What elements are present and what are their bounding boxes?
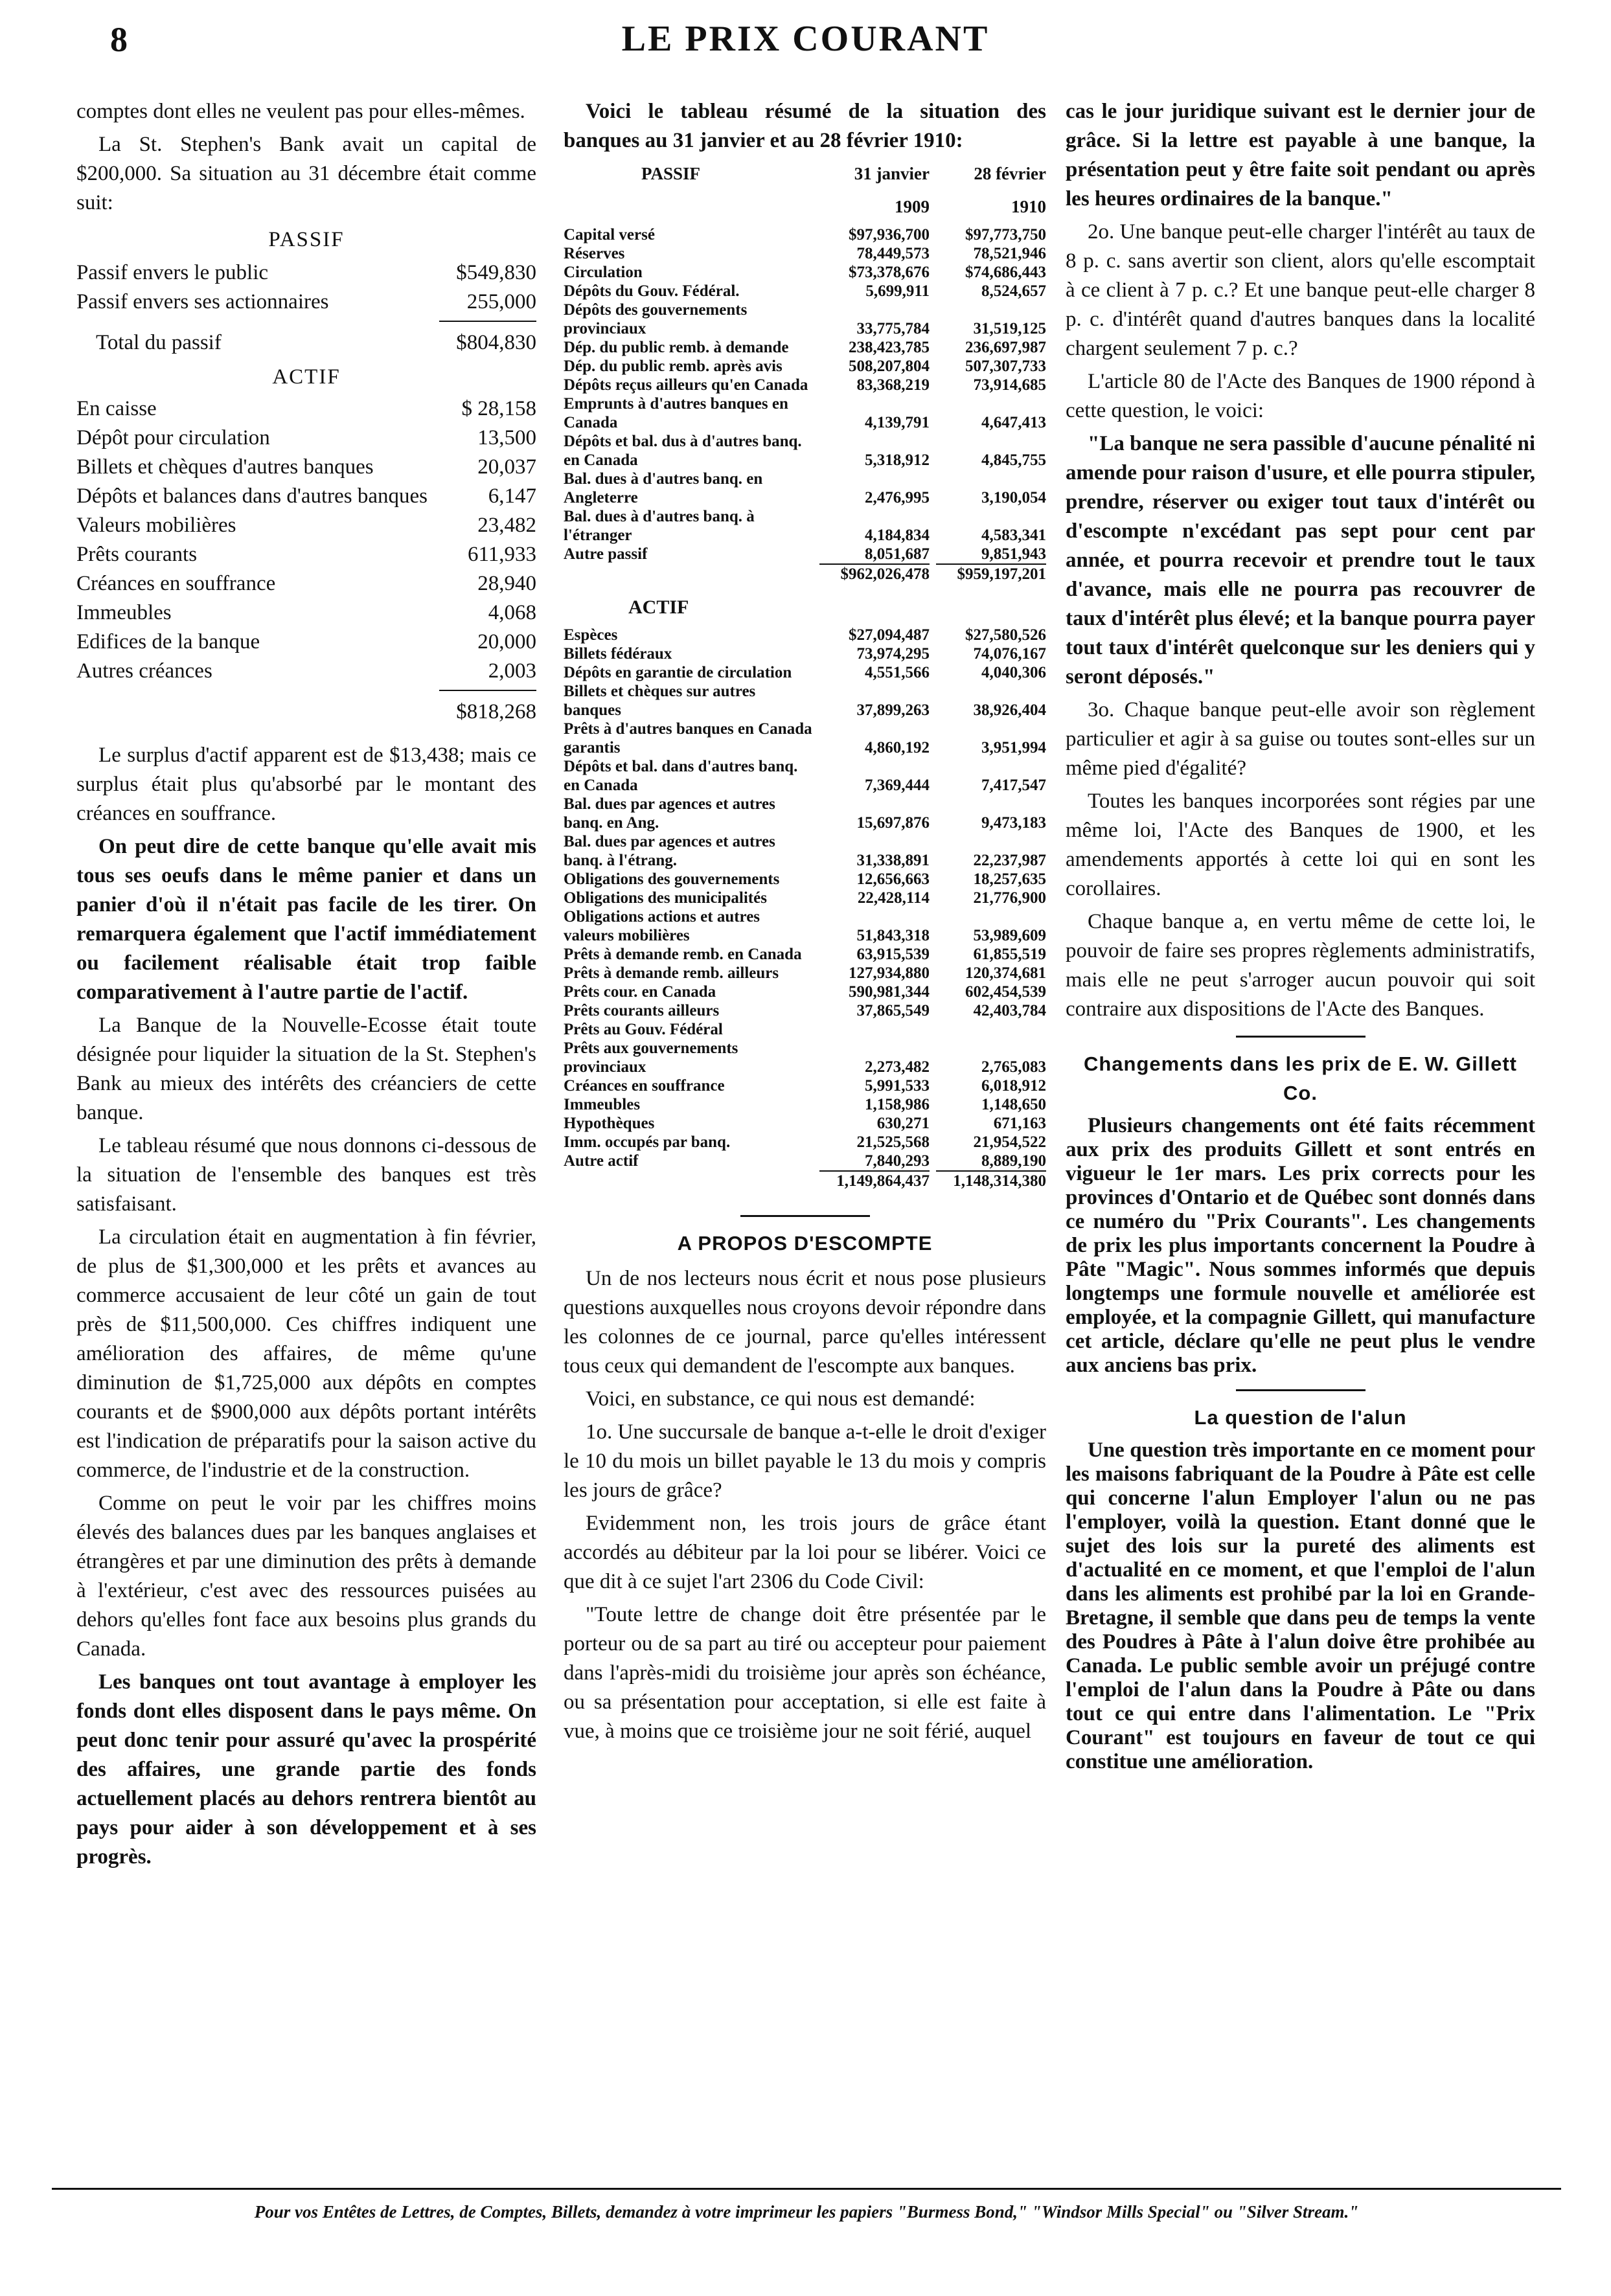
table-total-row: 1,149,864,437 1,148,314,380 [836,1172,1046,1190]
table-row: Circulation $73,378,676 $74,686,443 [564,264,1046,281]
table-row: Capital versé $97,936,700 $97,773,750 [564,226,1046,244]
section-title-alun: La question de l'alun [1194,1406,1407,1429]
fin-row: Dépôt pour circulation 13,500 [76,426,536,449]
rule [439,690,536,691]
paragraph: Le tableau résumé que nous donnons ci-dessous de la situation de l'ensemble des banques est très satisfaisant. [76,1134,536,1216]
paragraph: Comme on peut le voir par les chiffres moins élevés des balances dues par les banques anglaises et étrangères et par une diminution des prêts à demande à l'extérieur, c'est avec des ressources puisées au dehors qu'elles font face aux besoins plus grands du Canada. [76,1492,536,1661]
paragraph: Chaque banque a, en vertu même de cette loi, le pouvoir de faire ses propres règlements administratifs, mais elle ne peut s'arroger aucun pouvoir qui soit contraire aux dispositions de l'Acte des Banques. [1066,910,1535,1021]
table-total-row: $962,026,478 $959,197,201 [840,565,1046,583]
paragraph: Toutes les banques incorporées sont régies par une même loi, l'Acte des Banques de 1900, et les amendements apportés à cette loi qui en sont les corollaires. [1066,790,1535,900]
separator [1236,1389,1365,1391]
table-row: Autre actif 7,840,293 8,889,190 [564,1152,1046,1170]
fin-row: Prêts courants 611,933 [76,543,536,566]
table-row: Autre passif 8,051,687 9,851,943 [564,545,1046,563]
table-row: Hypothèques 630,271 671,163 [564,1115,1046,1132]
section-title-gillett: Changements dans les prix de E. W. Gillett Co. [1083,1052,1518,1104]
table-row: Prêts courants ailleurs 37,865,549 42,403,784 [564,1002,1046,1019]
table-row: Prêts au Gouv. Fédéral [564,1021,723,1038]
separator [740,1215,870,1217]
paragraph: 1o. Une succursale de banque a-t-elle le droit d'exiger le 10 du mois un billet payable le 13 du mois y compris les jours de grâce? [564,1420,1046,1502]
footer-notice: Pour vos Entêtes de Lettres, de Comptes, Billets, demandez à votre imprimeur les papiers "Burmess Bond," "Windsor Mills Special" ou "Silver Stream." [254,2202,1359,2222]
table-row: Dépôts reçus ailleurs qu'en Canada 83,368,219 73,914,685 [564,376,1046,394]
table-row: Prêts aux gouvernements provinciaux 2,273,482 2,765,083 [564,1040,1046,1076]
table-row: Billets fédéraux 73,974,295 74,076,167 [564,645,1046,663]
paragraph: Voici le tableau résumé de la situation des banques au 31 janvier et au 28 février 1910: [564,100,1046,152]
page-header [0,0,1611,78]
table-row: Dépôts des gouvernements provinciaux 33,775,784 31,519,125 [564,301,1046,337]
paragraph: Le surplus d'actif apparent est de $13,438; mais ce surplus était plus qu'absorbé par le montant des créances en souffrance. [76,744,536,825]
table-row: Emprunts à d'autres banques en Canada 4,139,791 4,647,413 [564,395,1046,431]
table-row: Immeubles 1,158,986 1,148,650 [564,1096,1046,1113]
paragraph: 2o. Une banque peut-elle charger l'intérêt au taux de 8 p. c. sans avertir son client, alors qu'elle escomptait à ce client à 7 p. c.? Et une banque peut-elle charger 8 p. c. d'intérêt quand d'autres banques dans la localité chargent seulement 7 p. c.? [1066,220,1535,360]
table-row: Obligations actions et autres valeurs mobilières 51,843,318 53,989,609 [564,908,1046,944]
table-row: Prêts à d'autres banques en Canada garantis 4,860,192 3,951,994 [564,720,1046,756]
table-row: Réserves 78,449,573 78,521,946 [564,245,1046,262]
table-header-years: 1909 1910 [895,197,1046,216]
table-row: Imm. occupés par banq. 21,525,568 21,954,522 [564,1133,1046,1151]
paragraph: Les banques ont tout avantage à employer les fonds dont elles disposent dans le pays même. On peut donc tenir pour assuré qu'avec la prospérité des affaires, une grande partie des fonds actuellement placés au dehors rentrera bientôt au pays pour aider à son développement et à ses progrès. [76,1670,536,1869]
table-row: Bal. dues par agences et autres banq. en Ang. 15,697,876 9,473,183 [564,795,1046,832]
paragraph: 3o. Chaque banque peut-elle avoir son règlement particulier et agir à sa guise ou toutes sont-elles sur un même pied d'égalité? [1066,698,1535,780]
passif-heading: PASSIF [268,228,345,251]
fin-row: Autres créances 2,003 [76,659,536,683]
page-number: 8 [110,20,128,59]
table-row: Créances en souffrance 5,991,533 6,018,912 [564,1077,1046,1095]
paragraph: Un de nos lecteurs nous écrit et nous pose plusieurs questions auxquelles nous croyons devoir répondre dans les colonnes de ce journal, parce qu'elles intéressent tous ceux qui demandent de l'escompte aux banques. [564,1267,1046,1378]
paragraph: cas le jour juridique suivant est le dernier jour de grâce. Si la lettre est payable à une banque, la présentation peut y être faite soit pendant ou après les heures ordinaires de la banque." [1066,100,1535,210]
fin-total-row: $818,268 [456,700,536,723]
table-row: Prêts à demande remb. ailleurs 127,934,880 120,374,681 [564,964,1046,982]
paragraph: comptes dont elles ne veulent pas pour elles-mêmes. [76,100,525,123]
table-row: Dép. du public remb. après avis 508,207,804 507,307,733 [564,358,1046,375]
fin-total-row: Total du passif $804,830 [96,331,536,354]
paragraph: Plusieurs changements ont été faits récemment aux prix des produits Gillett et sont entrés en vigueur le 1er mars. Les prix corrects pour les provinces d'Ontario et de Québec sont donnés dans ce numéro du "Prix Courants". Les changements de prix les plus importants concernent la Poudre à Pâte "Magic". Nous sommes informés que depuis longtemps une formule nouvelle et améliorée est employée, et la compagnie Gillett, qui manufacture cet article, déclare qu'elle ne peut plus le vendre aux anciens bas prix. [1066,1114,1535,1377]
paragraph: La St. Stephen's Bank avait un capital de $200,000. Sa situation au 31 décembre était comme suit: [76,133,536,214]
paragraph: On peut dire de cette banque qu'elle avait mis tous ses oeufs dans le même panier et dans un panier d'où il n'était pas facile de les tirer. On remarquera également que l'actif immédiatement ou facilement réalisable était trop faible comparativement à l'autre partie de l'actif. [76,835,536,1004]
column-2 [564,97,1046,1750]
table-header: PASSIF 31 janvier 28 février [641,164,1046,183]
table-row: Prêts cour. en Canada 590,981,344 602,454,539 [564,983,1046,1001]
paragraph: La circulation était en augmentation à fin février, de plus de $1,300,000 et les prêts et avances au commerce accusaient de leur côté un gain de tout près de $11,500,000. Ces chiffres indiquent une amélioration des affaires, de même qu'une diminution de $1,725,000 aux dépôts en comptes courants et de $900,000 aux dépôts portant intérêts est l'indication de préparatifs pour la saison active du commerce, de l'industrie et de la construction. [76,1225,536,1482]
footer-rule [52,2188,1561,2190]
column-3 [1066,97,1535,1778]
fin-row: Immeubles 4,068 [76,601,536,624]
paragraph: Une question très importante en ce moment pour les maisons fabriquant de la Poudre à Pâte est celle qui concerne l'alun Employer l'alun ou ne pas l'employer, voilà la question. Etant donné que le sujet des lois sur la pureté des aliments est d'actualité en ce moment, et que l'emploi de l'alun dans les aliments est prohibé par la loi en Grande-Bretagne, il semble que dans peu de temps la vente des Poudres à Pâte à l'alun doive être prohibée au Canada. Le public semble avoir un préjugé contre l'emploi de l'alun dans la Poudre à Pâte ou dans tout ce qui entre dans l'alimentation. Le "Prix Courant" est toujours en faveur de tout ce qui constitue une amélioration. [1066,1438,1535,1773]
fin-row: Créances en souffrance 28,940 [76,572,536,595]
paragraph: Evidemment non, les trois jours de grâce étant accordés au débiteur par la loi pour se libérer. Voici ce que dit à ce sujet l'art 2306 du Code Civil: [564,1512,1046,1593]
actif-table [564,626,1046,1170]
table-row: Bal. dues par agences et autres banq. à l'étrang. 31,338,891 22,237,987 [564,833,1046,869]
table-row: Bal. dues à d'autres banq. à l'étranger 4,184,834 4,583,341 [564,508,1046,544]
actif-heading: ACTIF [272,365,341,389]
fin-row: Passif envers le public $549,830 [76,261,536,284]
table-row: Billets et chèques sur autres banques 37,899,263 38,926,404 [564,683,1046,719]
paragraph: L'article 80 de l'Acte des Banques de 1900 répond à cette question, le voici: [1066,370,1535,422]
table-row: Obligations des municipalités 22,428,114 21,776,900 [564,889,1046,907]
passif-table [564,225,1046,563]
table-row: Dépôts en garantie de circulation 4,551,566 4,040,306 [564,664,1046,681]
section-title-escompte: A PROPOS D'ESCOMPTE [677,1232,933,1255]
table-row: Dépôts et bal. dans d'autres banq. en Canada 7,369,444 7,417,547 [564,758,1046,794]
paragraph: La Banque de la Nouvelle-Ecosse était toute désignée pour liquider la situation de la St. Stephen's Bank au mieux des intérêts des créanciers de cette banque. [76,1014,536,1124]
fin-row: Passif envers ses actionnaires 255,000 [76,290,536,313]
table-row: Dépôts et bal. dus à d'autres banq. en Canada 5,318,912 4,845,755 [564,433,1046,469]
fin-row: Billets et chèques d'autres banques 20,037 [76,455,536,479]
separator [1236,1036,1365,1038]
table-row: Espèces $27,094,487 $27,580,526 [564,626,1046,644]
paragraph: "Toute lettre de change doit être présentée par le porteur ou de sa part au tiré ou accepteur pour paiement dans l'après-midi du troisième jour après son échéance, ou sa présentation pour acceptation, si elle est faite à vue, à moins que ce troisième jour ne soit férié, auquel [564,1603,1046,1743]
table-row: Prêts à demande remb. en Canada 63,915,539 61,855,519 [564,946,1046,963]
paragraph: "La banque ne sera passible d'aucune pénalité ni amende pour raison d'usure, et elle pourra stipuler, prendre, réserver ou exiger tout taux d'intérêt ou d'escompte n'excédant pas sept pour cent par année, et pourra recevoir et prendre tout le taux d'avance, mais elle ne pourra pas recouvrer de taux d'intérêt plus élevé; et la banque pourra payer tout taux d'intérêt quelconque sur les deniers qui y seront déposés." [1066,432,1535,688]
fin-row: En caisse $ 28,158 [76,397,536,420]
column-1 [76,97,536,1876]
fin-row: Edifices de la banque 20,000 [76,630,536,654]
table-row: Obligations des gouvernements 12,656,663 18,257,635 [564,870,1046,888]
actif-heading: ACTIF [628,597,689,618]
rule [439,321,536,322]
paragraph: Voici, en substance, ce qui nous est demandé: [586,1387,976,1411]
fin-row: Dépôts et balances dans d'autres banques 6,147 [76,484,536,508]
table-row: Dép. du public remb. à demande 238,423,785 236,697,987 [564,339,1046,356]
table-row: Bal. dues à d'autres banq. en Angleterre 2,476,995 3,190,054 [564,470,1046,506]
table-row: Dépôts du Gouv. Fédéral. 5,699,911 8,524,657 [564,282,1046,300]
page-title: LE PRIX COURANT [621,19,990,59]
fin-row: Valeurs mobilières 23,482 [76,514,536,537]
